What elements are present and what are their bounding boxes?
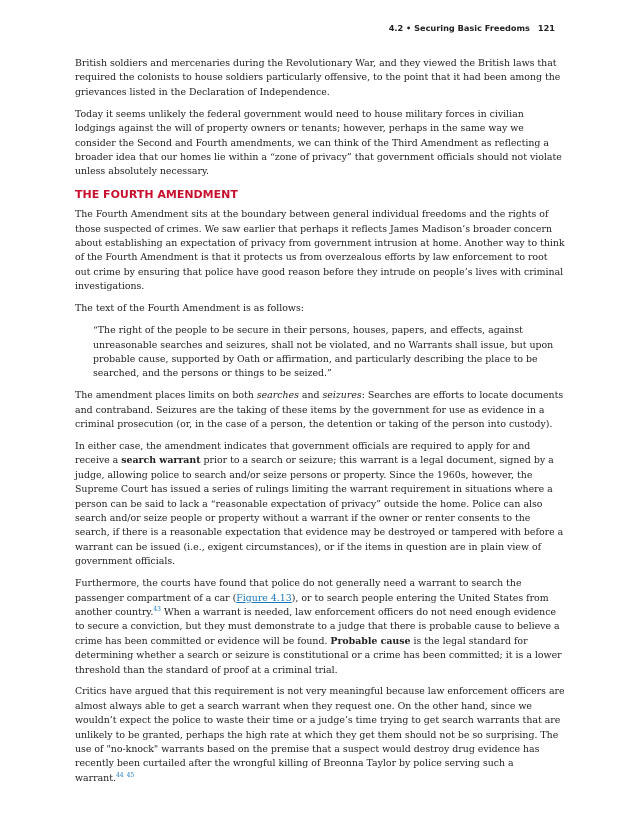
section-heading: THE FOURTH AMENDMENT — [75, 188, 238, 202]
key-term-probable-cause: Probable cause — [330, 635, 411, 647]
footnote-ref-44[interactable]: 44 — [115, 771, 124, 779]
amendment-quote: “The right of the people to be secure in their persons, houses, papers, and effects, against unreasonable searches and seizures, shall not be violated, and no Warrants shall issue, but upon probable cause, supported by Oath or affirmation, and particularly describing the place to be searched, and the persons or things to be seized.” — [93, 325, 554, 380]
paragraph: Furthermore, the courts have found that police do not generally need a warrant to search the passenger compartment of a car (Figure 4.13), or to search people entering the United States from another country.$^{43}$ When a warrant is needed, law enforcement officers do not need enough evidence to secure a conviction, but they must demonstrate to a judge that there is probable cause to believe a crime has been committed or evidence will be found. Probable cause is the legal standard for determining whether a search or seizure is constitutional or a crime has been committed; it is a lower threshold than the standard of proof at a criminal trial. — [75, 578, 562, 676]
emphasis-searches: searches — [256, 390, 299, 402]
paragraph: In either case, the amendment indicates that government officials are required to apply for and receive a search warrant prior to a search or seizure; this warrant is a legal document, signed by a judge, allowing police to search and/or seize persons or property. Since the 1960s, however, the Supreme Court has issued a series of rulings limiting the warrant requirement in situations where a person can be said to lack a “reasonable expectation of privacy” outside the home. Police can also search and/or seize people or property without a warrant if the owner or renter consents to the search, if there is a reasonable expectation that evidence may be destroyed or tampered with before a warrant can be issued (i.e., exigent circumstances), or if the items in question are in plain view of government officials. — [75, 440, 564, 568]
paragraph: The text of the Fourth Amendment is as follows: — [75, 303, 304, 315]
emphasis-seizures: seizures — [322, 390, 362, 402]
paragraph: Critics have argued that this requirement is not very meaningful because law enforcement officers are almost always able to get a search warrant when they request one. On the other hand, since we wouldn’t expect the police to waste their time or a judge’s time trying to get search warrants that are unlikely to be granted, perhaps the high rate at which they get them should not be so surprising. The use of "no-knock" warrants based on the premise that a suspect would destroy drug evidence has recently been curtailed after the wrongful killing of Breonna Taylor by police serving such a warrant.$^{44}$ $^{45}$ — [75, 686, 565, 784]
footnote-ref-45[interactable]: 45 — [126, 771, 135, 779]
section-title: 4.2 • Securing Basic Freedoms — [388, 23, 530, 33]
key-term-search-warrant: search warrant — [121, 455, 201, 467]
paragraph: British soldiers and mercenaries during the Revolutionary War, and they viewed the British laws that required the colonists to house soldiers particularly offensive, to the point that it had been among the grievances listed in the Declaration of Independence. — [75, 58, 561, 98]
footnote-ref-43[interactable]: 43 — [153, 605, 161, 613]
body-text — [75, 57, 565, 794]
running-header — [389, 23, 555, 33]
page-number: 121 — [537, 23, 555, 33]
paragraph: Today it seems unlikely the federal government would need to house military forces in civilian lodgings against the will of property owners or tenants; however, perhaps in the same way we consider the Second and Fourth amendments, we can think of the Third Amendment as reflecting a broader idea that our homes lie within a “zone of privacy” that government officials should not violate unless absolutely necessary. — [75, 108, 562, 178]
paragraph: The amendment places limits on both searches and seizures: Searches are efforts to locate documents and contraband. Seizures are the taking of these items by the government for use as evidence in a criminal prosecution (or, in the case of a person, the detention or taking of the person into custody). — [75, 390, 564, 431]
figure-link[interactable]: Figure 4.13 — [236, 592, 292, 604]
paragraph: The Fourth Amendment sits at the boundary between general individual freedoms and the rights of those suspected of crimes. We saw earlier that perhaps it reflects James Madison’s broader concern about establishing an expectation of privacy from government intrusion at home. Another way to think of the Fourth Amendment is that it protects us from overzealous efforts by law enforcement to root out crime by ensuring that police have good reason before they intrude on people’s lives with criminal investigations. — [75, 209, 565, 293]
